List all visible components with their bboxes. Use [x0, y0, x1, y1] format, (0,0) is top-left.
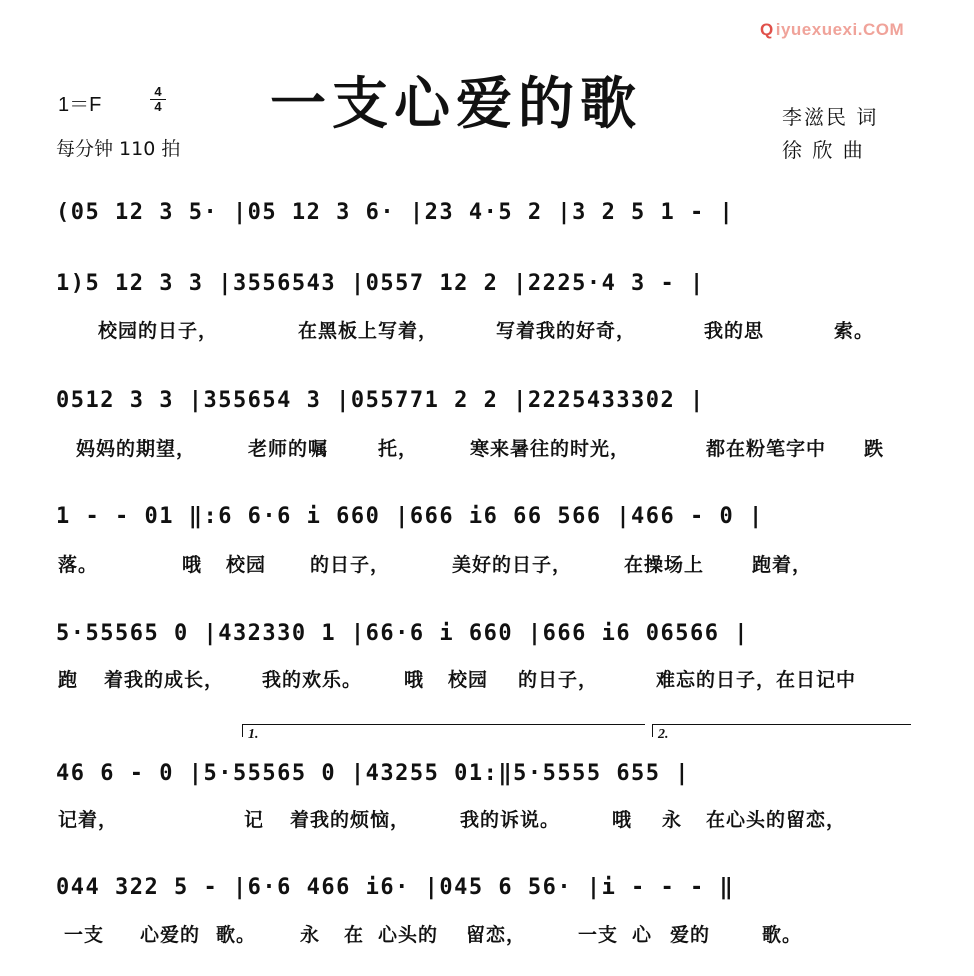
tempo-marking: 每分钟 110 拍 — [56, 138, 181, 160]
music-line-4: 1 - - 01 ‖:6 6·6 i 660 |666 i6 66 566 |466 - 0 | — [56, 504, 764, 529]
lyric: 留恋， — [466, 924, 527, 946]
site-watermark — [760, 20, 904, 40]
lyric: 着我的成长， — [104, 669, 225, 691]
lyric: 歌。 — [216, 924, 257, 946]
lyric: 我的欢乐。 — [262, 669, 363, 691]
music-line-1: (05 12 3 5· |05 12 3 6· |23 4·5 2 |3 2 5 1 - | — [56, 200, 735, 225]
lyricist-credit: 李滋民 词 — [782, 105, 879, 129]
lyric: 校园 — [448, 669, 489, 691]
lyric: 在 — [344, 924, 365, 946]
composer-credit: 徐 欣 曲 — [782, 138, 865, 162]
lyric: 托， — [378, 438, 419, 460]
lyric: 的日子， — [310, 554, 391, 576]
lyric: 心爱的 — [140, 924, 201, 946]
music-line-6: 46 6 - 0 |5·55565 0 |43255 01:‖5·5555 655 | — [56, 761, 691, 786]
lyric: 一支 — [578, 924, 619, 946]
lyric: 的日子， — [518, 669, 599, 691]
first-ending-bracket — [242, 724, 645, 737]
site-logo: Q — [760, 20, 774, 39]
music-line-7: 044 322 5 - |6·6 466 i6· |045 6 56· |i - - - ‖ — [56, 875, 735, 900]
first-ending-label: 1. — [248, 727, 259, 742]
song-title: 一支心爱的歌 — [270, 72, 642, 137]
lyric: 落。 — [58, 554, 99, 576]
site-url: iyuexuexi.COM — [775, 20, 905, 39]
lyric: 一支 — [64, 924, 105, 946]
lyric: 老师的嘱 — [248, 438, 329, 460]
lyric: 校园 — [226, 554, 267, 576]
lyric: 寒来暑往的时光， — [470, 438, 631, 460]
music-line-5: 5·55565 0 |432330 1 |66·6 i 660 |666 i6 06566 | — [56, 621, 750, 646]
lyric: 都在粉笔字中 — [706, 438, 827, 460]
lyric: 歌。 — [762, 924, 803, 946]
time-signature-bottom: 4 — [154, 99, 162, 114]
lyric: 着我的烦恼， — [290, 809, 411, 831]
time-signature — [150, 86, 166, 113]
music-line-3: 0512 3 3 |355654 3 |055771 2 2 |2225433302 | — [56, 388, 705, 413]
lyric: 哦 — [404, 669, 425, 691]
lyric: 哦 — [612, 809, 633, 831]
lyric: 跑着， — [752, 554, 813, 576]
lyric: 在操场上 — [624, 554, 705, 576]
lyric: 爱的 — [670, 924, 711, 946]
lyric: 妈妈的期望， — [76, 438, 197, 460]
lyric: 跌 — [864, 438, 885, 460]
key-signature: 1＝F — [58, 94, 102, 116]
lyric: 写着我的好奇， — [496, 320, 637, 342]
lyric: 在黑板上写着， — [298, 320, 439, 342]
lyric: 我的思 — [704, 320, 765, 342]
lyric: 记 — [244, 809, 265, 831]
lyric: 在心头的留恋， — [706, 809, 847, 831]
second-ending-bracket — [652, 724, 911, 737]
lyric: 跑 — [58, 669, 79, 691]
lyric: 哦 — [182, 554, 203, 576]
lyric: 记着， — [58, 809, 119, 831]
music-line-2: 1)5 12 3 3 |3556543 |0557 12 2 |2225·4 3 - | — [56, 271, 705, 296]
lyric: 永 — [300, 924, 321, 946]
lyric: 难忘的日子，在日记中 — [656, 669, 857, 691]
lyric: 美好的日子， — [452, 554, 573, 576]
lyric: 心头的 — [378, 924, 439, 946]
lyric: 我的诉说。 — [460, 809, 561, 831]
lyric: 校园的日子， — [98, 320, 219, 342]
lyric: 心 — [632, 924, 653, 946]
second-ending-label: 2. — [658, 727, 669, 742]
time-signature-top: 4 — [154, 84, 162, 99]
lyric: 索。 — [834, 320, 875, 342]
lyric: 永 — [662, 809, 683, 831]
